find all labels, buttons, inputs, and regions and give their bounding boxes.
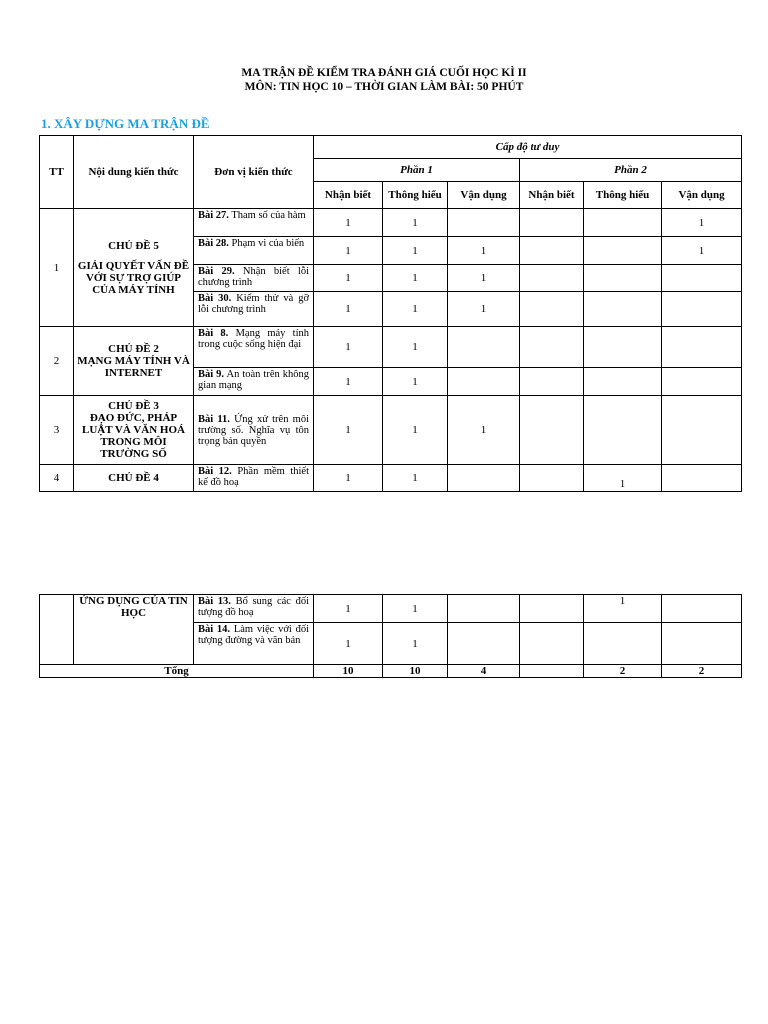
cell-value: 1: [383, 465, 448, 492]
header-part2: Phần 2: [520, 159, 742, 182]
lesson-text: Kiểm thử và gỡ lỗi chương trình: [198, 293, 310, 315]
cell-value: [584, 396, 662, 465]
cell-value: [520, 237, 584, 265]
cell-value: [584, 237, 662, 265]
lesson-cell: [194, 327, 314, 368]
lesson-text: Nhận biết lỗi chương trình: [198, 266, 309, 288]
header-p2-recognize: Nhận biết: [520, 182, 584, 209]
cell-value: 1: [383, 265, 448, 292]
cell-value: [520, 368, 584, 396]
lesson-text: Phần mềm thiết kế đồ hoạ: [198, 466, 309, 488]
cell-value: [448, 595, 520, 623]
cell-value: [448, 623, 520, 665]
topic-name: MẠNG MÁY TÍNH VÀ INTERNET: [77, 355, 190, 379]
lesson-code: Bài 9.: [198, 369, 225, 380]
cell-value: [662, 465, 742, 492]
cell-value: 1: [662, 237, 742, 265]
cell-value: [662, 327, 742, 368]
total-value: 10: [314, 665, 383, 678]
cell-value: [662, 368, 742, 396]
lesson-text: Làm việc với đối tượng đường và văn bản: [198, 624, 309, 646]
row-tt: 1: [40, 209, 74, 327]
topic-code: CHỦ ĐỀ 2: [108, 343, 159, 355]
cell-value: [584, 265, 662, 292]
topic-cell: [74, 465, 194, 492]
cell-value: 1: [314, 237, 383, 265]
cell-value: [584, 209, 662, 237]
cell-value: [520, 209, 584, 237]
cell-value: 1: [584, 465, 662, 492]
cell-value: [662, 595, 742, 623]
lesson-text: An toàn trên không gian mạng: [198, 369, 310, 391]
cell-value: 1: [448, 237, 520, 265]
cell-value: [448, 465, 520, 492]
header-p1-recognize: Nhận biết: [314, 182, 383, 209]
lesson-cell: [194, 465, 314, 492]
cell-value: [520, 623, 584, 665]
cell-value: [520, 327, 584, 368]
cell-value: 1: [314, 368, 383, 396]
cell-value: 1: [383, 595, 448, 623]
cell-value: 1: [314, 209, 383, 237]
topic-code: CHỦ ĐỀ 4: [108, 472, 159, 484]
topic-cell: [74, 327, 194, 396]
row-tt: 4: [40, 465, 74, 492]
lesson-cell: [194, 368, 314, 396]
cell-value: 1: [383, 209, 448, 237]
cell-value: [584, 368, 662, 396]
matrix-table-continued: [39, 594, 742, 678]
cell-value: 1: [314, 265, 383, 292]
cell-value: [448, 327, 520, 368]
topic-cell: [74, 396, 194, 465]
topic-name-continued: ỨNG DỤNG CỦA TIN HỌC: [74, 595, 194, 665]
cell-value: 1: [584, 595, 662, 623]
cell-value: [520, 292, 584, 327]
total-value: 2: [662, 665, 742, 678]
lesson-code: Bài 29.: [198, 266, 235, 277]
cell-value: [662, 265, 742, 292]
header-level: Cấp độ tư duy: [314, 136, 742, 159]
lesson-text: Ứng xử trên môi trường số. Nghĩa vụ tôn trọng bản quyền: [198, 413, 310, 447]
cell-value: 1: [314, 327, 383, 368]
cell-value: [662, 623, 742, 665]
lesson-text: Mạng máy tính trong cuộc sống hiện đại: [198, 328, 309, 350]
lesson-code: Bài 30.: [198, 293, 232, 304]
total-value: 2: [584, 665, 662, 678]
header-p2-understand: Thông hiểu: [584, 182, 662, 209]
cell-value: 1: [314, 465, 383, 492]
lesson-code: Bài 8.: [198, 328, 229, 339]
cell-value: 1: [314, 292, 383, 327]
section-heading: 1. XÂY DỰNG MA TRẬN ĐỀ: [41, 116, 210, 131]
lesson-code: Bài 13.: [198, 596, 231, 607]
header-tt: TT: [40, 136, 74, 209]
row-tt-empty: [40, 595, 74, 665]
cell-value: [584, 292, 662, 327]
cell-value: [448, 209, 520, 237]
lesson-cell: [194, 237, 314, 265]
matrix-table: [39, 135, 742, 492]
cell-value: 1: [383, 396, 448, 465]
topic-name: GIẢI QUYẾT VẤN ĐỀ VỚI SỰ TRỢ GIÚP CỦA MÁY TÍNH: [77, 259, 190, 296]
header-part1: Phần 1: [314, 159, 520, 182]
cell-value: 1: [448, 292, 520, 327]
lesson-text: Phạm vi của biến: [228, 238, 305, 249]
header-p1-apply: Vận dụng: [448, 182, 520, 209]
total-value: [520, 665, 584, 678]
cell-value: [662, 396, 742, 465]
lesson-code: Bài 27.: [198, 210, 229, 221]
lesson-text: Tham số của hàm: [228, 210, 306, 221]
cell-value: 1: [383, 237, 448, 265]
cell-value: [448, 368, 520, 396]
document-title-line2: MÔN: TIN HỌC 10 – THỜI GIAN LÀM BÀI: 50 PHÚT: [244, 81, 524, 93]
document-title-line1: MA TRẬN ĐỀ KIỂM TRA ĐÁNH GIÁ CUỐI HỌC KÌ II: [241, 67, 527, 79]
lesson-cell: [194, 396, 314, 465]
cell-value: [584, 327, 662, 368]
header-p1-understand: Thông hiểu: [383, 182, 448, 209]
cell-value: [520, 265, 584, 292]
lesson-code: Bài 12.: [198, 466, 232, 477]
cell-value: 1: [314, 396, 383, 465]
cell-value: [662, 292, 742, 327]
cell-value: 1: [662, 209, 742, 237]
topic-cell: [74, 209, 194, 327]
cell-value: 1: [383, 368, 448, 396]
lesson-cell: [194, 595, 314, 623]
cell-value: [520, 396, 584, 465]
lesson-cell: [194, 292, 314, 327]
topic-code: CHỦ ĐỀ 5: [108, 239, 159, 252]
topic-name: ĐẠO ĐỨC, PHÁP LUẬT VÀ VĂN HOÁ TRONG MÔI TRƯỜNG SỐ: [82, 412, 185, 460]
lesson-text: Bổ sung các đối tượng đồ hoạ: [198, 596, 309, 618]
lesson-code: Bài 11.: [198, 413, 230, 425]
total-label: Tổng: [40, 665, 314, 678]
row-tt: 2: [40, 327, 74, 396]
lesson-code: Bài 14.: [198, 624, 231, 635]
total-value: 4: [448, 665, 520, 678]
cell-value: 1: [383, 327, 448, 368]
cell-value: [584, 623, 662, 665]
cell-value: 1: [383, 623, 448, 665]
cell-value: 1: [314, 623, 383, 665]
cell-value: 1: [383, 292, 448, 327]
lesson-cell: [194, 265, 314, 292]
cell-value: [520, 465, 584, 492]
header-unit: Đơn vị kiến thức: [194, 136, 314, 209]
cell-value: 1: [314, 595, 383, 623]
header-content: Nội dung kiến thức: [74, 136, 194, 209]
lesson-code: Bài 28.: [198, 238, 229, 249]
row-tt: 3: [40, 396, 74, 465]
lesson-cell: [194, 623, 314, 665]
header-p2-apply: Vận dụng: [662, 182, 742, 209]
cell-value: [520, 595, 584, 623]
cell-value: 1: [448, 265, 520, 292]
topic-code: CHỦ ĐỀ 3: [108, 400, 159, 412]
total-value: 10: [383, 665, 448, 678]
lesson-cell: [194, 209, 314, 237]
cell-value: 1: [448, 396, 520, 465]
